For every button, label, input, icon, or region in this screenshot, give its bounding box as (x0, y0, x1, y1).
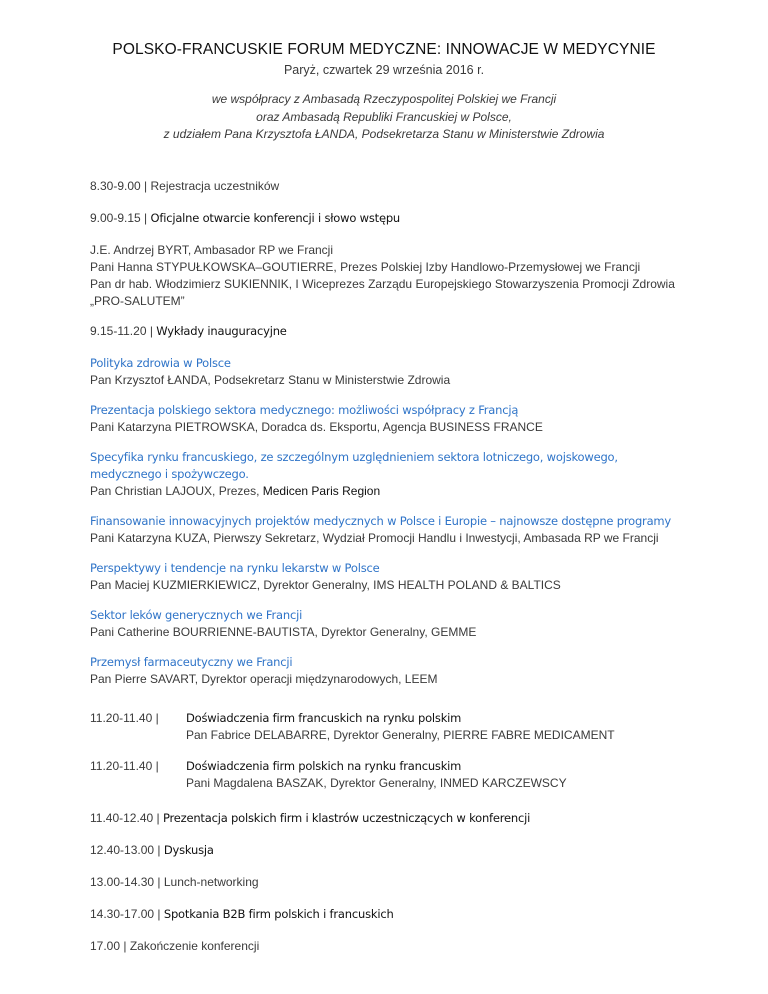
talk (90, 402, 680, 436)
speaker-line: Pan dr hab. Włodzimierz SUKIENNIK, I Wiceprezes Zarządu Europejskiego Stowarzyszenia Promocji Zdrowia „PRO-SALUTEM” (90, 277, 675, 308)
agenda-item-presentation (90, 810, 680, 827)
agenda-item-lunch (90, 874, 680, 891)
opening-speakers (90, 242, 680, 310)
agenda-label: Spotkania B2B firm polskich i francuskich (163, 907, 394, 921)
agenda-time: 11.40-12.40 | (90, 811, 163, 825)
talk-topic: Sektor leków generycznych we Francji (90, 608, 303, 622)
agenda-item-body (186, 758, 680, 792)
cooperation-line: we współpracy z Ambasadą Rzeczypospolitej Polskiej we Francji (211, 92, 557, 106)
talk (90, 355, 680, 389)
talk-speaker: Pani Katarzyna PIETROWSKA, Doradca ds. Eksportu, Agencja BUSINESS FRANCE (90, 420, 543, 434)
agenda-label: Zakończenie konferencji (129, 939, 260, 953)
agenda-time: 12.40-13.00 | (90, 843, 164, 857)
agenda-item-experience-french (90, 710, 680, 744)
agenda-item-b2b (90, 906, 680, 923)
talk-topic: Perspektywy i tendencje na rynku lekarstw w Polsce (90, 561, 380, 575)
event-date: Paryż, czwartek 29 września 2016 r. (283, 63, 485, 77)
talk-speaker-name: Pan Christian LAJOUX, Prezes, (90, 484, 263, 498)
agenda-label: Oficjalne otwarcie konferencji i słowo wstępu (150, 211, 401, 225)
agenda-label: Doświadczenia firm polskich na rynku francuskim (186, 759, 462, 773)
agenda-label: Wykłady inauguracyjne (156, 324, 287, 338)
agenda-label: Rejestracja uczestników (150, 179, 280, 193)
agenda-label: Dyskusja (163, 843, 214, 857)
talk-topic: Przemysł farmaceutyczny we Francji (90, 655, 293, 669)
agenda-label: Lunch-networking (163, 875, 259, 889)
cooperation-line: z udziałem Pana Krzysztofa ŁANDA, Podsekretarza Stanu w Ministerstwie Zdrowia (163, 127, 605, 141)
agenda-item-body (186, 710, 680, 744)
talk-topic: Finansowanie innowacyjnych projektów medycznych w Polsce i Europie – najnowsze dostępne programy (90, 514, 672, 528)
talk-topic: Prezentacja polskiego sektora medycznego: możliwości współpracy z Francją (90, 403, 519, 417)
talk (90, 607, 680, 641)
cooperation-note (0, 91, 768, 144)
talk-speaker-organization: Medicen Paris Region (262, 484, 381, 498)
agenda-item-opening (90, 210, 680, 227)
agenda-time: 9.15-11.20 | (90, 324, 157, 338)
agenda-time: 14.30-17.00 | (90, 907, 164, 921)
agenda-item-discussion (90, 842, 680, 859)
agenda-label: Doświadczenia firm francuskich na rynku polskim (186, 711, 462, 725)
talk (90, 654, 680, 688)
document-title: POLSKO-FRANCUSKIE FORUM MEDYCZNE: INNOWACJE W MEDYCYNIE (112, 41, 656, 58)
agenda-label: Prezentacja polskich firm i klastrów uczestniczących w konferencji (162, 811, 531, 825)
talk-speaker (90, 483, 680, 500)
talk-speaker: Pan Maciej KUZMIERKIEWICZ, Dyrektor Generalny, IMS HEALTH POLAND & BALTICS (90, 578, 561, 592)
talk-speaker: Pani Katarzyna KUZA, Pierwszy Sekretarz, Wydział Promocji Handlu i Inwestycji, Ambasada RP we Francji (90, 531, 659, 545)
speaker-line: Pani Hanna STYPUŁKOWSKA–GOUTIERRE, Prezes Polskiej Izby Handlowo-Przemysłowej we Francji (90, 260, 641, 274)
agenda-item-experience-polish (90, 758, 680, 792)
speaker-line: J.E. Andrzej BYRT, Ambasador RP we Francji (90, 243, 333, 257)
talk (90, 449, 680, 500)
talk (90, 513, 680, 547)
talk-speaker: Pan Krzysztof ŁANDA, Podsekretarz Stanu w Ministerstwie Zdrowia (90, 373, 451, 387)
header (0, 0, 768, 144)
agenda-time: 9.00-9.15 | (90, 211, 151, 225)
agenda-time: 8.30-9.00 | (90, 179, 151, 193)
talk-speaker: Pan Pierre SAVART, Dyrektor operacji międzynarodowych, LEEM (90, 672, 438, 686)
agenda (90, 178, 680, 970)
talk-topic: Specyfika rynku francuskiego, ze szczególnym uzględnieniem sektora lotniczego, wojskowego, medycznego i spożywczego. (90, 450, 618, 481)
talk-speaker: Pan Fabrice DELABARRE, Dyrektor Generalny, PIERRE FABRE MEDICAMENT (186, 728, 615, 742)
agenda-time: 11.20-11.40 | (90, 711, 159, 725)
agenda-time: 13.00-14.30 | (90, 875, 164, 889)
agenda-item-closing (90, 938, 680, 955)
agenda-time: 11.20-11.40 | (90, 759, 159, 773)
agenda-item-lectures (90, 323, 680, 340)
agenda-time: 17.00 | (90, 939, 130, 953)
cooperation-line: oraz Ambasadą Republiki Francuskiej w Polsce, (256, 109, 512, 124)
talk-topic: Polityka zdrowia w Polsce (90, 356, 231, 370)
talk (90, 560, 680, 594)
agenda-item-registration (90, 178, 680, 195)
talk-speaker: Pani Magdalena BASZAK, Dyrektor Generalny, INMED KARCZEWSCY (186, 776, 567, 790)
talk-speaker: Pani Catherine BOURRIENNE-BAUTISTA, Dyrektor Generalny, GEMME (90, 625, 477, 639)
